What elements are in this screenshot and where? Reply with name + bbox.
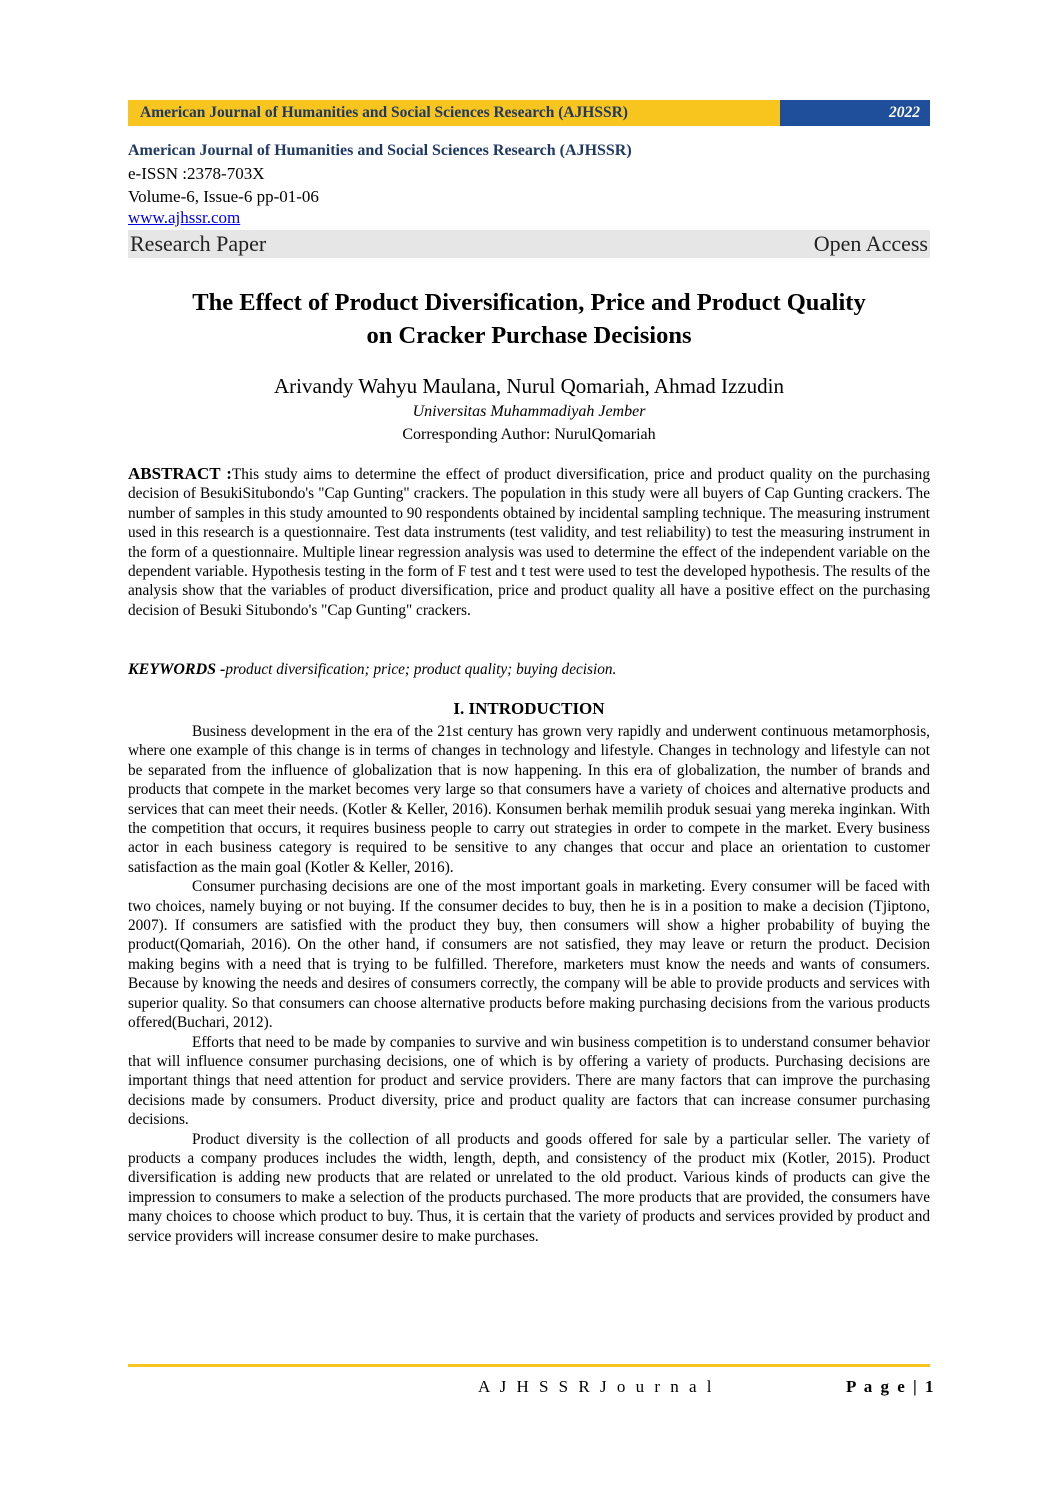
abstract (128, 464, 930, 620)
intro-paragraph: Consumer purchasing decisions are one of the most important goals in marketing. Every consumer will be faced with two choices, namely buying or not buying. If the consumer decides to buy, then he is in a position to make a decision (Tjiptono, 2007). If consumers are satisfied with the product they buy, then consumers will show a higher probability of buying the product(Qomariah, 2016). On the other hand, if consumers are not satisfied, they may leave or return the product. Decision making begins with a need that is trying to be fulfilled. Therefore, marketers must know the needs and wants of consumers. Because by knowing the needs and desires of consumers correctly, the company will be able to provide products and services with superior quality. So that consumers can choose alternative products before making purchasing decisions from the various products offered(Buchari, 2012). (128, 878, 930, 1032)
abstract-text: This study aims to determine the effect of product diversification, price and product quality on the purchasing decision of BesukiSitubondo's "Cap Gunting" crackers. The population in this study were all buyers of Cap Gunting crackers. The number of samples in this study amounted to 90 respondents obtained by incidental sampling technique. The measuring instrument used in this research is a questionnaire. Test data instruments (test validity, and test reliability) to test the measuring instrument in the form of a questionnaire. Multiple linear regression analysis was used to determine the effect of the independent variable on the dependent variable. Hypothesis testing in the form of F test and t test were used to test the developed hypothesis. The results of the analysis show that the variables of product diversification, price and product quality all have a positive effect on the purchasing decision of Besuki Situbondo's "Cap Gunting" crackers. (128, 466, 930, 619)
journal-header-band (128, 100, 930, 126)
meta-issn: e-ISSN :2378-703X (128, 164, 265, 183)
keywords-label: KEYWORDS - (128, 661, 226, 678)
intro-paragraph: Efforts that need to be made by companies to survive and win business competition is to understand consumer behavior that will influence consumer purchasing decisions, one of which is by offering a variety of products. Purchasing decisions are important things that need attention for product and service providers. There are many factors that can improve the purchasing decisions made by consumers. Product diversity, price and product quality are factors that can increase consumer purchasing decisions. (128, 1033, 930, 1129)
paper-type: Research Paper (130, 231, 267, 256)
title-line-1: The Effect of Product Diversification, Price and Product Quality (192, 289, 866, 316)
journal-url-link[interactable]: www.ajhssr.com (128, 208, 241, 227)
keywords-text: product diversification; price; product quality; buying decision. (225, 661, 617, 678)
paper-type-bar (128, 230, 930, 258)
access-type: Open Access (813, 231, 928, 256)
meta-journal-name: American Journal of Humanities and Social Sciences Research (AJHSSR) (128, 142, 632, 159)
journal-meta (128, 140, 930, 258)
corresponding-author: Corresponding Author: NurulQomariah (402, 426, 656, 443)
header-year: 2022 (780, 100, 930, 126)
affiliation: Universitas Muhammadiyah Jember (412, 403, 646, 420)
authors: Arivandy Wahyu Maulana, Nurul Qomariah, Ahmad Izzudin (274, 374, 784, 398)
meta-volume: Volume-6, Issue-6 pp-01-06 (128, 187, 319, 206)
abstract-label: ABSTRACT : (128, 464, 232, 483)
header-journal-name: American Journal of Humanities and Social Sciences Research (AJHSSR) (128, 100, 780, 126)
paper-title (128, 286, 930, 352)
keywords (128, 660, 930, 680)
title-line-2: on Cracker Purchase Decisions (366, 322, 692, 349)
footer-journal-name: A J H S S R J o u r n a l (478, 1377, 715, 1396)
introduction-body (128, 722, 930, 1246)
footer-page-number: P a g e | 1 (846, 1377, 936, 1396)
intro-paragraph: Product diversity is the collection of all products and goods offered for sale by a particular seller. The variety of products a company produces includes the width, length, depth, and consistency of the product mix (Kotler, 2015). Product diversification is adding new products that are related or unrelated to the old product. Various kinds of products can give the impression to consumers to make a selection of the products purchased. The more products that are provided, the consumers have many choices to choose which product to buy. Thus, it is certain that the variety of products and services provided by product and service providers will increase consumer desire to make purchases. (128, 1130, 930, 1245)
footer-divider (128, 1364, 930, 1367)
section-heading-introduction: I. INTRODUCTION (453, 699, 605, 718)
intro-paragraph: Business development in the era of the 21st century has grown very rapidly and underwent continuous metamorphosis, where one example of this change is in terms of changes in technology and lifestyle. Changes in technology and lifestyle can not be separated from the influence of globalization that is now happening. In this era of globalization, the number of brands and products that compete in the market becomes very large so that consumers have a variety of choices and alternative products and services that can meet their needs. (Kotler & Keller, 2016). Konsumen berhak memilih produk sesuai yang mereka inginkan. With the competition that occurs, it requires business people to carry out strategies in order to compete in the market. Every business actor in each business category is required to be sensitive to any changes that occur and place an orientation to customer satisfaction as the main goal (Kotler & Keller, 2016). (128, 723, 930, 876)
